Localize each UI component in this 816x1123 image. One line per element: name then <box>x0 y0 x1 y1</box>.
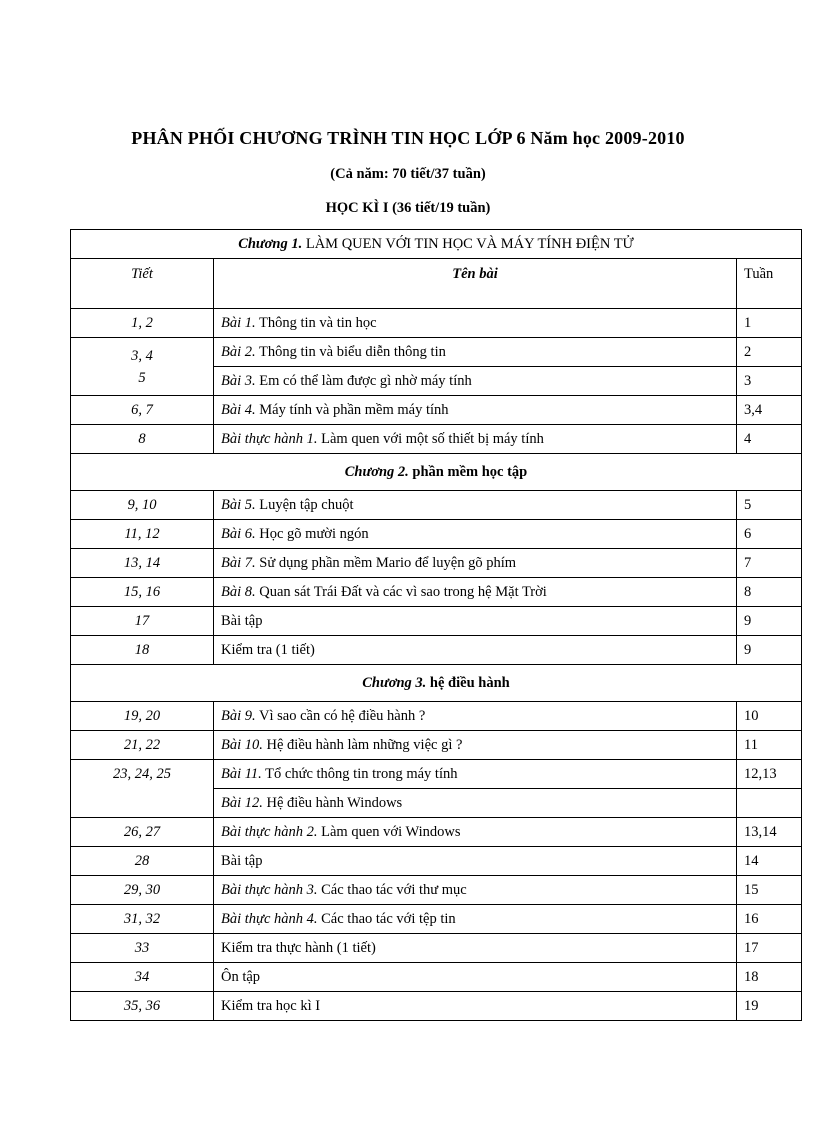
lesson-cell <box>214 789 737 818</box>
week-cell: 5 <box>737 491 802 520</box>
week-cell: 17 <box>737 934 802 963</box>
table-row <box>71 934 802 963</box>
week-cell: 1 <box>737 309 802 338</box>
chapter-1-row <box>71 230 802 259</box>
lesson-cell <box>214 425 737 454</box>
table-row <box>71 607 802 636</box>
table-row <box>71 520 802 549</box>
table-row <box>71 578 802 607</box>
table-row <box>71 731 802 760</box>
tiet-cell: 29, 30 <box>71 876 214 905</box>
table-row <box>71 876 802 905</box>
tiet-cell <box>71 338 214 396</box>
lesson-title: Tổ chức thông tin trong máy tính <box>261 765 458 782</box>
chapter-2-row <box>71 454 802 491</box>
lesson-title: Bài tập <box>221 612 263 629</box>
lesson-title: Thông tin và tin học <box>255 314 377 331</box>
lesson-label: Bài 7. <box>221 554 256 571</box>
tiet-cell: 11, 12 <box>71 520 214 549</box>
lesson-title: Máy tính và phần mềm máy tính <box>255 401 449 418</box>
week-cell: 15 <box>737 876 802 905</box>
table-row <box>71 425 802 454</box>
week-cell: 8 <box>737 578 802 607</box>
tiet-cell: 18 <box>71 636 214 665</box>
week-cell: 3 <box>737 367 802 396</box>
lesson-title: Hệ điều hành làm những việc gì ? <box>262 736 463 753</box>
lesson-cell <box>214 491 737 520</box>
column-header-row <box>71 259 802 309</box>
lesson-title: Học gõ mười ngón <box>255 525 369 542</box>
table-row <box>71 992 802 1021</box>
table-row <box>71 760 802 789</box>
lesson-title: Luyện tập chuột <box>255 496 354 513</box>
tiet-value: 3, 4 <box>131 347 153 364</box>
lesson-label: Bài thực hành 1. <box>221 430 318 447</box>
tiet-cell: 34 <box>71 963 214 992</box>
lesson-cell <box>214 876 737 905</box>
table-row <box>71 963 802 992</box>
tiet-cell: 15, 16 <box>71 578 214 607</box>
lesson-label: Bài 11. <box>221 765 262 782</box>
lesson-title: Thông tin và biểu diễn thông tin <box>255 343 446 360</box>
lesson-title: Em có thể làm được gì nhờ máy tính <box>255 372 472 389</box>
lesson-label: Bài 2. <box>221 343 256 360</box>
lesson-cell <box>214 818 737 847</box>
col-header-tiet: Tiết <box>71 259 214 309</box>
week-cell <box>737 789 802 818</box>
document-subtitle: (Cả năm: 70 tiết/37 tuần) <box>330 166 486 182</box>
week-cell: 12,13 <box>737 760 802 789</box>
tiet-cell: 8 <box>71 425 214 454</box>
tiet-value: 5 <box>138 369 146 386</box>
tiet-cell: 21, 22 <box>71 731 214 760</box>
lesson-cell <box>214 338 737 367</box>
lesson-title: Hệ điều hành Windows <box>262 794 403 811</box>
lesson-cell <box>214 934 737 963</box>
lesson-title: Các thao tác với tệp tin <box>317 910 456 927</box>
lesson-cell <box>214 905 737 934</box>
chapter-2-label: Chương 2. <box>344 463 409 480</box>
week-cell: 10 <box>737 702 802 731</box>
tiet-cell: 19, 20 <box>71 702 214 731</box>
chapter-2-heading <box>71 454 802 491</box>
chapter-3-label: Chương 3. <box>362 674 427 691</box>
lesson-label: Bài 3. <box>221 372 256 389</box>
chapter-3-name: hệ điều hành <box>426 674 510 691</box>
lesson-cell <box>214 760 737 789</box>
lesson-title: Bài tập <box>221 852 263 869</box>
tiet-cell: 23, 24, 25 <box>71 760 214 818</box>
table-row <box>71 636 802 665</box>
chapter-2-name: phần mềm học tập <box>408 463 528 480</box>
week-cell: 7 <box>737 549 802 578</box>
lesson-cell <box>214 549 737 578</box>
table-row <box>71 702 802 731</box>
chapter-1-name: LÀM QUEN VỚI TIN HỌC VÀ MÁY TÍNH ĐIỆN TỬ <box>302 235 634 252</box>
lesson-label: Bài thực hành 4. <box>221 910 318 927</box>
lesson-title: Kiểm tra thực hành (1 tiết) <box>221 939 376 956</box>
tiet-cell: 1, 2 <box>71 309 214 338</box>
week-cell: 4 <box>737 425 802 454</box>
week-cell: 14 <box>737 847 802 876</box>
lesson-cell <box>214 520 737 549</box>
tiet-cell: 31, 32 <box>71 905 214 934</box>
lesson-title: Các thao tác với thư mục <box>317 881 467 898</box>
week-cell: 18 <box>737 963 802 992</box>
week-cell: 16 <box>737 905 802 934</box>
lesson-label: Bài 6. <box>221 525 256 542</box>
lesson-title: Ôn tập <box>221 968 261 985</box>
tiet-cell: 13, 14 <box>71 549 214 578</box>
lesson-cell <box>214 636 737 665</box>
lesson-cell <box>214 367 737 396</box>
week-cell: 9 <box>737 607 802 636</box>
lesson-title: Làm quen với Windows <box>317 823 461 840</box>
week-cell: 2 <box>737 338 802 367</box>
lesson-label: Bài 12. <box>221 794 263 811</box>
lesson-cell <box>214 578 737 607</box>
lesson-title: Sử dụng phần mềm Mario để luyện gõ phím <box>255 554 517 571</box>
week-cell: 3,4 <box>737 396 802 425</box>
table-row <box>71 396 802 425</box>
lesson-title: Quan sát Trái Đất và các vì sao trong hệ Mặt Trời <box>255 583 547 600</box>
lesson-cell <box>214 396 737 425</box>
semester-heading: HỌC KÌ I (36 tiết/19 tuần) <box>325 200 491 216</box>
curriculum-table <box>70 229 802 1021</box>
lesson-cell <box>214 847 737 876</box>
tiet-cell: 33 <box>71 934 214 963</box>
lesson-label: Bài 9. <box>221 707 256 724</box>
lesson-title: Làm quen với một số thiết bị máy tính <box>317 430 544 447</box>
chapter-3-row <box>71 665 802 702</box>
week-cell: 13,14 <box>737 818 802 847</box>
lesson-label: Bài thực hành 3. <box>221 881 318 898</box>
table-row <box>71 905 802 934</box>
lesson-cell <box>214 309 737 338</box>
lesson-cell <box>214 731 737 760</box>
lesson-label: Bài 10. <box>221 736 263 753</box>
col-header-tuan: Tuần <box>737 259 802 309</box>
chapter-1-heading <box>71 230 802 259</box>
lesson-label: Bài 4. <box>221 401 256 418</box>
lesson-label: Bài 5. <box>221 496 256 513</box>
table-row <box>71 549 802 578</box>
table-row <box>71 491 802 520</box>
table-row <box>71 847 802 876</box>
table-row <box>71 818 802 847</box>
week-cell: 6 <box>737 520 802 549</box>
lesson-label: Bài 1. <box>221 314 256 331</box>
chapter-3-heading <box>71 665 802 702</box>
tiet-cell: 26, 27 <box>71 818 214 847</box>
week-cell: 19 <box>737 992 802 1021</box>
chapter-1-label: Chương 1. <box>238 235 303 252</box>
lesson-label: Bài 8. <box>221 583 256 600</box>
table-row <box>71 309 802 338</box>
lesson-label: Bài thực hành 2. <box>221 823 318 840</box>
lesson-cell <box>214 607 737 636</box>
tiet-cell: 28 <box>71 847 214 876</box>
week-cell: 11 <box>737 731 802 760</box>
lesson-title: Kiểm tra học kì I <box>221 997 321 1014</box>
tiet-cell: 35, 36 <box>71 992 214 1021</box>
lesson-title: Vì sao cần có hệ điều hành ? <box>255 707 426 724</box>
tiet-cell: 9, 10 <box>71 491 214 520</box>
tiet-cell: 6, 7 <box>71 396 214 425</box>
document-title: PHÂN PHỐI CHƯƠNG TRÌNH TIN HỌC LỚP 6 Năm học 2009-2010 <box>131 128 685 148</box>
tiet-cell: 17 <box>71 607 214 636</box>
lesson-cell <box>214 963 737 992</box>
lesson-cell <box>214 992 737 1021</box>
col-header-ten-bai: Tên bài <box>214 259 737 309</box>
lesson-title: Kiểm tra (1 tiết) <box>221 641 315 658</box>
lesson-cell <box>214 702 737 731</box>
week-cell: 9 <box>737 636 802 665</box>
table-row <box>71 338 802 367</box>
